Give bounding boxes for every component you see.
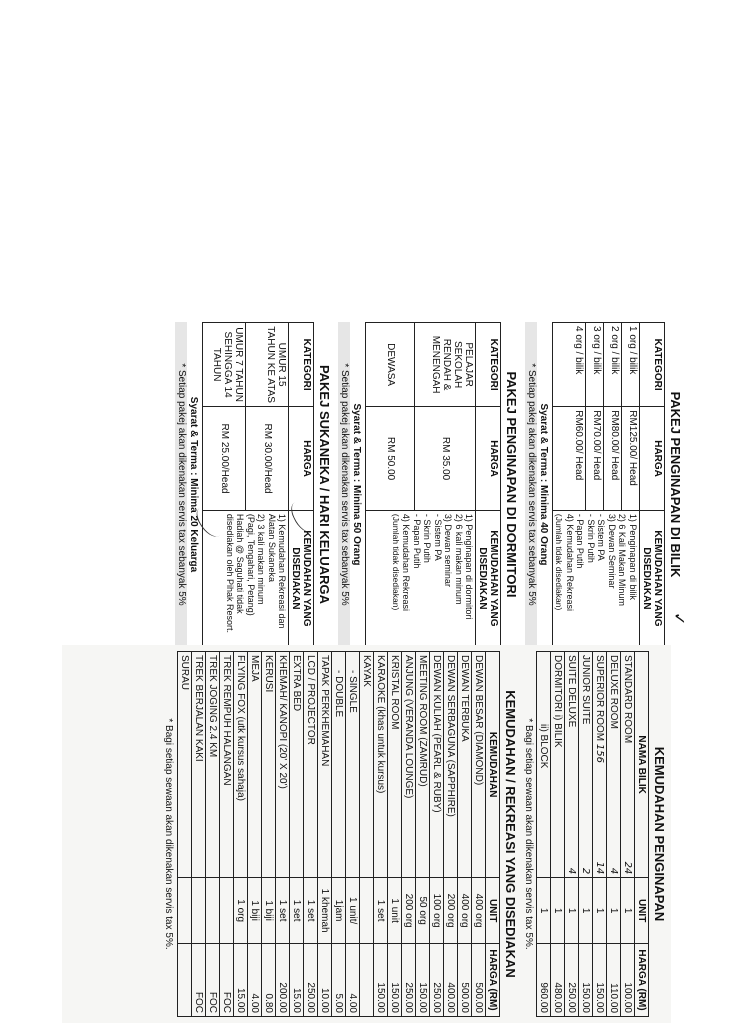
- dormitori-kategori-1: DEWASA: [366, 323, 415, 407]
- table-row: [565, 652, 579, 1017]
- dormitori-kemudahan-cell: [366, 510, 476, 646]
- penginapan-nama-4: SUITE DELUXE 4: [565, 652, 579, 878]
- bilik-kategori-0: 1 org / bilik: [622, 323, 640, 407]
- table-row: [262, 652, 276, 1017]
- penginapan-harga-4: 250.00: [565, 943, 579, 1016]
- table-row: [332, 652, 346, 1017]
- dormitori-tax-note: * Setiap pakej akan dikenakan servis tax sebanyak 5%: [339, 322, 351, 647]
- table-row: [206, 652, 220, 1017]
- penginapan-nama-2: SUPERIOR ROOM 156 14: [593, 652, 607, 878]
- dormitori-title: PAKEJ PENGINAPAN DI DORMITORI: [504, 371, 520, 598]
- rekreasi-title: KEMUDAHAN / REKREASI YANG DISEDIAKAN: [503, 690, 518, 978]
- rekreasi-nama-15: KERUSI: [262, 652, 276, 878]
- table-row: [220, 652, 234, 1017]
- table-row: [537, 652, 551, 1017]
- penginapan-harga-3: 150.00: [579, 943, 593, 1016]
- bilik-harga-0: RM125.00/ Head: [622, 407, 640, 511]
- rekreasi-table: [177, 651, 500, 1017]
- bilik-harga-2: RM70.00/ Head: [586, 407, 604, 511]
- dormitori-table: [366, 322, 502, 647]
- rekreasi-unit-21: [178, 878, 192, 944]
- table-row: [622, 323, 640, 647]
- penginapan-tax-note: * Bagi setiap sewaan akan dikenakan servis tax 5%.: [523, 718, 534, 950]
- rekreasi-unit-15: 1 biji: [262, 878, 276, 944]
- rekreasi-header-unit: UNIT: [486, 878, 500, 944]
- table-row: [374, 652, 388, 1017]
- rekreasi-nama-12: LCD / PROJECTOR: [304, 652, 318, 878]
- dormitori-header-kategori: KATEGORI: [476, 323, 501, 407]
- penginapan-nama-1: DELUXE ROOM 4: [607, 652, 621, 878]
- sukaneka-kategori-0: UMUR 15 TAHUN KE ATAS: [246, 323, 289, 407]
- bilik-kategori-3: 4 org / bilik: [553, 323, 586, 407]
- rekreasi-nama-7: KARAOKE (khas untuk kursus): [374, 652, 388, 878]
- rekreasi-nama-14: KHEMAH/ KANOPI (20' X 20'): [276, 652, 290, 878]
- rekreasi-nama-11: TAPAK PERKHEMAHAN: [318, 652, 332, 878]
- table-row: [246, 323, 289, 647]
- penginapan-unit-2: 1: [593, 878, 607, 944]
- penginapan-title: KEMUDAHAN PENGINAPAN: [652, 746, 667, 922]
- rekreasi-harga-1: 500.00: [458, 943, 472, 1016]
- rekreasi-nama-0: DEWAN BESAR (DIAMOND): [472, 652, 486, 878]
- bilik-kategori-2: 3 org / bilik: [586, 323, 604, 407]
- table-row: [416, 652, 430, 1017]
- penginapan-harga-5: 480.00: [551, 943, 565, 1016]
- rekreasi-nama-20: TREK BERJALAN KAKI: [192, 652, 206, 878]
- rekreasi-harga-2: 400.00: [444, 943, 458, 1016]
- right-panel: [62, 645, 671, 1023]
- table-row: [388, 652, 402, 1017]
- dormitori-kategori-0: PELAJAR SEKOLAH RENDAH & MENENGAH: [415, 323, 476, 407]
- rekreasi-nama-21: SURAU: [178, 652, 192, 878]
- handwritten-note: 4: [608, 867, 619, 875]
- rekreasi-unit-0: 400 org: [472, 878, 486, 944]
- table-row: [415, 323, 476, 647]
- rekreasi-nama-19: TREK JOGING 2.4 KM: [206, 652, 220, 878]
- sukaneka-kategori-1: UMUR 7 TAHUN SEHINGGA 14 TAHUN: [203, 323, 246, 407]
- bilik-kemudahan-cell: [553, 510, 640, 646]
- table-row: [304, 652, 318, 1017]
- sukaneka-header-harga: HARGA: [289, 407, 314, 511]
- table-row: [248, 652, 262, 1017]
- penginapan-unit-6: 1: [537, 878, 551, 944]
- table-row: [458, 652, 472, 1017]
- sukaneka-harga-1: RM 25.00/Head: [203, 407, 246, 511]
- bilik-header-harga: HARGA: [640, 407, 665, 511]
- penginapan-nama-0: STANDARD ROOM 24: [621, 652, 635, 878]
- rekreasi-harga-3: 250.00: [430, 943, 444, 1016]
- rekreasi-header-kemudahan: KEMUDAHAN: [486, 652, 500, 878]
- bilik-harga-1: RM80.00/ Head: [604, 407, 622, 511]
- rekreasi-nama-2: DEWAN SERBAGUNA (SAPPHIRE): [444, 652, 458, 878]
- table-row: [360, 652, 374, 1017]
- rekreasi-unit-17: 1 org: [234, 878, 248, 944]
- dormitori-kemudahan-list: 1) Penginapan di dormitori 2) 6 kali makan minum 3) Dewan seminar - Sistem PA - Skrin Putih - Papan Putih 4) Kemudahan Rekreasi: [401, 513, 475, 620]
- rekreasi-unit-13: 1 set: [290, 878, 304, 944]
- rekreasi-unit-20: [192, 878, 206, 944]
- rekreasi-harga-0: 500.00: [472, 943, 486, 1016]
- rekreasi-nama-5: ANJUNG (VERANDA LOUNGE): [402, 652, 416, 878]
- table-row: [593, 652, 607, 1017]
- table-row: [178, 652, 192, 1017]
- rekreasi-unit-18: [220, 878, 234, 944]
- dormitori-kemudahan-note: (Jumlah tidak disediakan): [391, 513, 401, 611]
- penginapan-nama-3: JUNIOR SUITE 2: [579, 652, 593, 878]
- handwritten-note: 24: [622, 861, 633, 875]
- rekreasi-harga-11: 10.00: [318, 943, 332, 1016]
- rekreasi-unit-14: 1 set: [276, 878, 290, 944]
- table-row: [276, 652, 290, 1017]
- dormitori-harga-1: RM 50.00: [366, 407, 415, 511]
- bilik-syarat: Syarat & Terma : Minima 40 Orang: [538, 403, 550, 566]
- bilik-tax-note: * Setiap pakej akan dikenakan servis tax sebanyak 5%: [526, 322, 538, 647]
- rekreasi-harga-5: 250.00: [402, 943, 416, 1016]
- rekreasi-unit-12: 1 set: [304, 878, 318, 944]
- penginapan-header-harga: HARGA (RM): [635, 943, 649, 1016]
- penginapan-harga-0: 100.00: [621, 943, 635, 1016]
- bilik-header-kemudahan: KEMUDAHAN YANG DISEDIAKAN: [640, 510, 665, 646]
- rekreasi-harga-16: 4.00: [248, 943, 262, 1016]
- bilik-kemudahan-note: (Jumlah tidak disediakan): [554, 513, 565, 611]
- bilik-table: [553, 322, 666, 647]
- handwritten-note: 4: [566, 867, 577, 875]
- rekreasi-harga-4: 150.00: [416, 943, 430, 1016]
- penginapan-unit-5: 1: [551, 878, 565, 944]
- rekreasi-harga-10: 5.00: [332, 943, 346, 1016]
- rekreasi-harga-12: 250.00: [304, 943, 318, 1016]
- rekreasi-unit-1: 400 org: [458, 878, 472, 944]
- rekreasi-harga-14: 200.00: [276, 943, 290, 1016]
- sukaneka-tax-note: * Setiap pakej akan dikenakan servis tax sebanyak 5%: [176, 322, 188, 647]
- table-row: [579, 652, 593, 1017]
- left-panel: [75, 322, 689, 647]
- penginapan-header-unit: UNIT: [635, 878, 649, 944]
- dormitori-harga-0: RM 35.00: [415, 407, 476, 511]
- rekreasi-harga-21: [178, 943, 192, 1016]
- rekreasi-nama-10: - DOUBLE: [332, 652, 346, 878]
- penginapan-harga-6: 960.00: [537, 943, 551, 1016]
- rekreasi-unit-16: 1 biji: [248, 878, 262, 944]
- rekreasi-unit-6: 1 unit: [388, 878, 402, 944]
- check-mark-icon: ✓: [670, 612, 689, 626]
- rekreasi-nama-6: KRISTAL ROOM: [388, 652, 402, 878]
- rekreasi-nama-3: DEWAN KULIAH (PEARL & RUBY): [430, 652, 444, 878]
- rekreasi-nama-16: MEJA: [248, 652, 262, 878]
- rekreasi-nama-18: TREK REMPUH HALANGAN: [220, 652, 234, 878]
- rekreasi-harga-19: FOC: [206, 943, 220, 1016]
- penginapan-unit-1: 1: [607, 878, 621, 944]
- rekreasi-harga-13: 15.00: [290, 943, 304, 1016]
- rekreasi-harga-7: 150.00: [374, 943, 388, 1016]
- sukaneka-header-kategori: KATEGORI: [289, 323, 314, 407]
- table-row: [444, 652, 458, 1017]
- handwritten-note: 14: [594, 861, 605, 875]
- rekreasi-unit-19: [206, 878, 220, 944]
- rekreasi-harga-6: 150.00: [388, 943, 402, 1016]
- penginapan-header-nama: NAMA BILIK: [635, 652, 649, 878]
- rekreasi-unit-2: 200 org: [444, 878, 458, 944]
- bilik-kategori-1: 2 org / bilik: [604, 323, 622, 407]
- table-row: [346, 652, 360, 1017]
- penginapan-unit-4: 1: [565, 878, 579, 944]
- rekreasi-harga-20: FOC: [192, 943, 206, 1016]
- table-row: [607, 652, 621, 1017]
- penginapan-harga-1: 110.00: [607, 943, 621, 1016]
- table-row: [551, 652, 565, 1017]
- penginapan-harga-2: 150.00: [593, 943, 607, 1016]
- rekreasi-unit-4: 50 org: [416, 878, 430, 944]
- rekreasi-unit-8: [360, 878, 374, 944]
- table-row: [402, 652, 416, 1017]
- sukaneka-syarat: Syarat & Terma : Minima 20 Keluarga: [188, 396, 200, 573]
- rekreasi-tax-note: * Bagi setiap sewaan akan dikenakan servis tax 5%.: [163, 718, 174, 950]
- dormitori-syarat: Syarat & Terma : Minima 50 Orang: [351, 403, 363, 566]
- rekreasi-header-harga: HARGA (RM): [486, 943, 500, 1016]
- rekreasi-unit-10: 1jam: [332, 878, 346, 944]
- rekreasi-harga-8: [360, 943, 374, 1016]
- rekreasi-nama-8: KAYAK: [360, 652, 374, 878]
- table-row: [621, 652, 635, 1017]
- bilik-harga-3: RM60.00/ Head: [553, 407, 586, 511]
- rekreasi-harga-17: 15.00: [234, 943, 248, 1016]
- bilik-header-kategori: KATEGORI: [640, 323, 665, 407]
- rekreasi-unit-5: 200 org: [402, 878, 416, 944]
- rekreasi-harga-15: 0.80: [262, 943, 276, 1016]
- penginapan-table: [536, 651, 649, 1017]
- rekreasi-nama-17: FLYING FOX (utk kursus sahaja): [234, 652, 248, 878]
- sukaneka-kemudahan-list: 1) Kemudahan Rekreasi dan Alatan Sukaneka 2) 3 kali makan minum (Pagi, Tengahari, Petang) Hadiah @ Saguhati tidak disediakan oleh Pihak Resort.: [225, 513, 288, 633]
- bilik-kemudahan-list: 1) Penginapan di bilik 2) 6 Kali Makan Minum 3) Dewan Seminar - Sistem PA - Skrin Putih - Papan Putih 4) Kemudahan Rekreasi: [565, 513, 638, 611]
- rekreasi-harga-18: FOC: [220, 943, 234, 1016]
- rekreasi-harga-9: 4.00: [346, 943, 360, 1016]
- rekreasi-nama-4: MEETING ROOM (ZAMRUD): [416, 652, 430, 878]
- rekreasi-unit-9: 1 unit/: [346, 878, 360, 944]
- sukaneka-table: [203, 322, 315, 647]
- table-row: [430, 652, 444, 1017]
- sukaneka-harga-0: RM 30.00/Head: [246, 407, 289, 511]
- dormitori-header-harga: HARGA: [476, 407, 501, 511]
- table-row: [290, 652, 304, 1017]
- rekreasi-nama-9: - SINGLE: [346, 652, 360, 878]
- penginapan-nama-6: ii) BLOCK: [537, 652, 551, 878]
- penginapan-nama-5: DORMITORI i) BILIK: [551, 652, 565, 878]
- sukaneka-title: PAKEJ SUKANEKA / HARI KELUARGA: [317, 364, 333, 605]
- rekreasi-nama-13: EXTRA BED: [290, 652, 304, 878]
- penginapan-unit-3: 1: [579, 878, 593, 944]
- table-row: [234, 652, 248, 1017]
- dormitori-header-kemudahan: KEMUDAHAN YANG DISEDIAKAN: [476, 510, 501, 646]
- table-row: [318, 652, 332, 1017]
- bilik-title: PAKEJ PENGINAPAN DI BILIK: [668, 391, 683, 578]
- table-row: [472, 652, 486, 1017]
- sukaneka-header-kemudahan: KEMUDAHAN YANG DISEDIAKAN: [289, 510, 314, 646]
- handwritten-note: 156: [594, 743, 605, 763]
- penginapan-unit-0: 1: [621, 878, 635, 944]
- rekreasi-unit-7: 1 set: [374, 878, 388, 944]
- rekreasi-unit-11: 1 khemah: [318, 878, 332, 944]
- rekreasi-nama-1: DEWAN TERBUKA: [458, 652, 472, 878]
- handwritten-note: 2: [580, 867, 591, 875]
- table-row: [192, 652, 206, 1017]
- rekreasi-unit-3: 100 org: [430, 878, 444, 944]
